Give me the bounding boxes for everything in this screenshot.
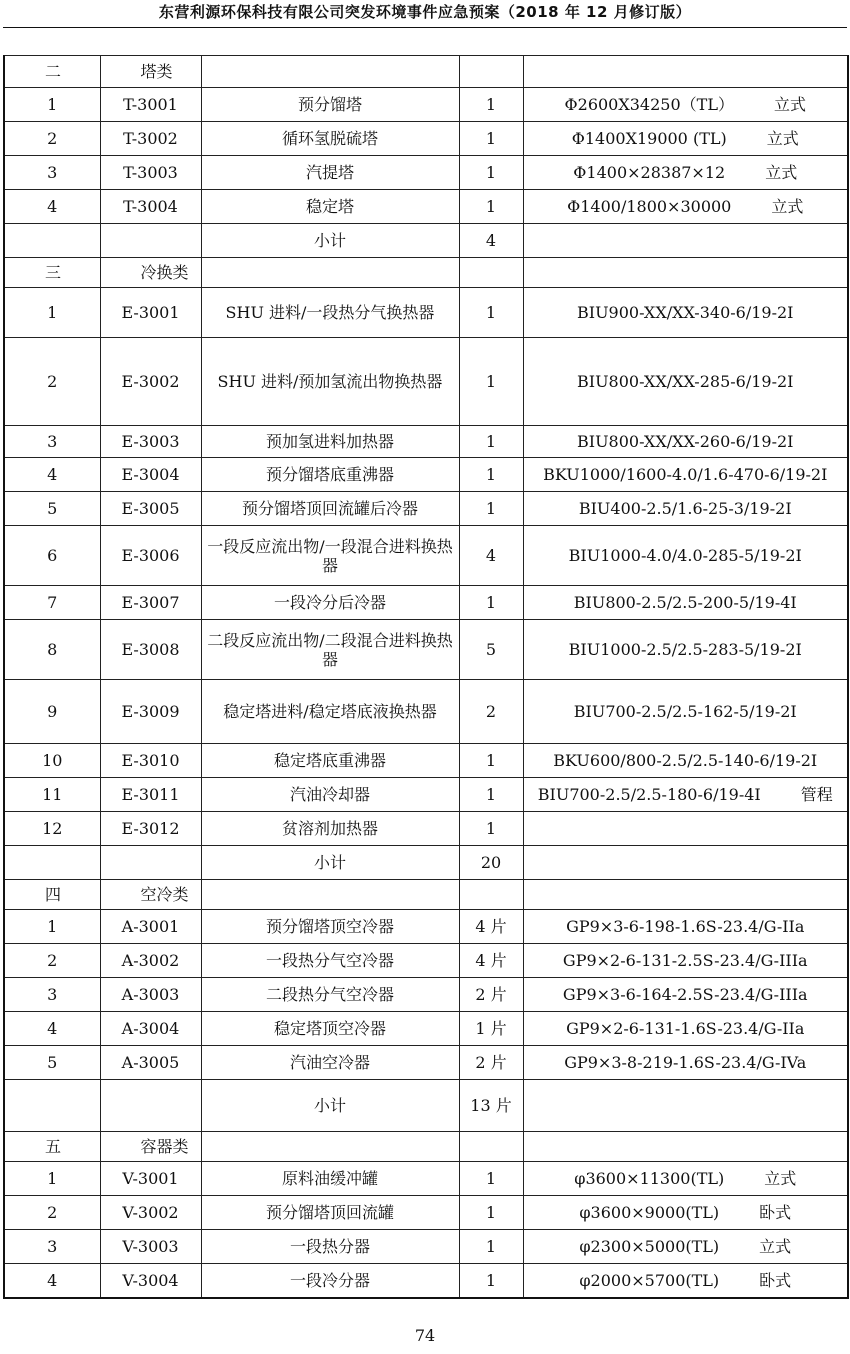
cell-equipment-code: E-3008 <box>100 620 201 680</box>
specification-text: Φ1400×28387×12 <box>573 163 726 182</box>
cell-specification <box>523 56 848 88</box>
cell-number: 4 <box>4 1264 100 1298</box>
cell-equipment-name: 预分馏塔顶回流罐 <box>201 1196 459 1230</box>
cell-number: 1 <box>4 88 100 122</box>
table-row <box>4 1046 848 1080</box>
cell-quantity: 1 <box>459 426 523 458</box>
table-row <box>4 944 848 978</box>
cell-equipment-code: A-3003 <box>100 978 201 1012</box>
specification-text: BIU700-2.5/2.5-162-5/19-2I <box>573 702 797 721</box>
cell-equipment-code <box>100 1080 201 1132</box>
cell-quantity: 1 <box>459 1264 523 1298</box>
cell-number: 5 <box>4 1046 100 1080</box>
cell-equipment-name: 一段热分器 <box>201 1230 459 1264</box>
cell-number: 3 <box>4 156 100 190</box>
cell-number <box>4 846 100 880</box>
cell-equipment-name: SHU 进料/预加氢流出物换热器 <box>201 338 459 426</box>
table-row <box>4 1264 848 1298</box>
equipment-table-body <box>4 56 848 1298</box>
cell-number: 10 <box>4 744 100 778</box>
orientation-note: 管程 <box>800 785 833 804</box>
cell-number: 4 <box>4 458 100 492</box>
cell-equipment-name: 稳定塔 <box>201 190 459 224</box>
specification-text: BIU800-XX/XX-285-6/19-2I <box>576 372 794 391</box>
table-row <box>4 744 848 778</box>
cell-specification <box>523 812 848 846</box>
specification-text: φ2000×5700(TL) <box>579 1270 720 1290</box>
cell-specification <box>523 1012 848 1046</box>
cell-equipment-code: 容器类 <box>100 1132 201 1162</box>
cell-quantity: 1 <box>459 492 523 526</box>
cell-equipment-code <box>100 224 201 258</box>
cell-quantity: 2 片 <box>459 1046 523 1080</box>
cell-equipment-code: 冷换类 <box>100 258 201 288</box>
table-row <box>4 156 848 190</box>
cell-specification <box>523 1230 848 1264</box>
equipment-table <box>3 55 849 1299</box>
specification-text: φ2300×5000(TL) <box>579 1237 720 1256</box>
cell-equipment-name: 稳定塔顶空冷器 <box>201 1012 459 1046</box>
cell-quantity: 1 <box>459 88 523 122</box>
specification-text: GP9×2-6-131-1.6S-23.4/G-IIa <box>566 1019 805 1038</box>
cell-specification <box>523 156 848 190</box>
cell-equipment-code: E-3001 <box>100 288 201 338</box>
cell-specification <box>523 778 848 812</box>
cell-quantity: 4 片 <box>459 910 523 944</box>
cell-equipment-code: A-3005 <box>100 1046 201 1080</box>
table-row <box>4 224 848 258</box>
cell-quantity: 1 <box>459 458 523 492</box>
cell-equipment-name: 二段热分气空冷器 <box>201 978 459 1012</box>
specification-text: BIU700-2.5/2.5-180-6/19-4I <box>537 785 761 804</box>
cell-quantity: 1 <box>459 288 523 338</box>
cell-specification <box>523 122 848 156</box>
orientation-note: 立式 <box>771 197 804 216</box>
cell-equipment-name: 汽油空冷器 <box>201 1046 459 1080</box>
cell-quantity: 1 <box>459 190 523 224</box>
header-divider <box>3 27 847 28</box>
orientation-note: 立式 <box>765 163 798 182</box>
cell-quantity: 1 片 <box>459 1012 523 1046</box>
cell-number: 9 <box>4 680 100 744</box>
cell-quantity: 1 <box>459 1162 523 1196</box>
cell-specification <box>523 1196 848 1230</box>
cell-number: 4 <box>4 190 100 224</box>
cell-specification <box>523 426 848 458</box>
cell-equipment-code: V-3001 <box>100 1162 201 1196</box>
cell-specification <box>523 458 848 492</box>
cell-equipment-code: E-3007 <box>100 586 201 620</box>
cell-specification <box>523 620 848 680</box>
cell-number: 2 <box>4 122 100 156</box>
cell-number: 1 <box>4 910 100 944</box>
cell-equipment-code: A-3001 <box>100 910 201 944</box>
cell-equipment-name: 汽提塔 <box>201 156 459 190</box>
cell-quantity: 1 <box>459 156 523 190</box>
cell-quantity: 1 <box>459 778 523 812</box>
cell-quantity: 20 <box>459 846 523 880</box>
cell-number: 二 <box>4 56 100 88</box>
cell-equipment-name: 一段热分气空冷器 <box>201 944 459 978</box>
cell-number: 11 <box>4 778 100 812</box>
cell-quantity: 1 <box>459 586 523 620</box>
specification-text: Φ1400/1800×30000 <box>567 197 732 216</box>
cell-equipment-name: 一段冷分后冷器 <box>201 586 459 620</box>
cell-equipment-code: E-3003 <box>100 426 201 458</box>
cell-equipment-name <box>201 1132 459 1162</box>
cell-equipment-name: 稳定塔进料/稳定塔底液换热器 <box>201 680 459 744</box>
cell-number <box>4 224 100 258</box>
cell-number: 6 <box>4 526 100 586</box>
cell-equipment-name: 汽油冷却器 <box>201 778 459 812</box>
cell-equipment-code: T-3001 <box>100 88 201 122</box>
cell-specification <box>523 526 848 586</box>
cell-quantity: 5 <box>459 620 523 680</box>
cell-specification <box>523 880 848 910</box>
cell-equipment-name: 预分馏塔底重沸器 <box>201 458 459 492</box>
table-row <box>4 778 848 812</box>
category-row <box>4 880 848 910</box>
table-row <box>4 1230 848 1264</box>
cell-quantity: 13 片 <box>459 1080 523 1132</box>
cell-number: 12 <box>4 812 100 846</box>
cell-equipment-code: E-3004 <box>100 458 201 492</box>
cell-equipment-code: E-3010 <box>100 744 201 778</box>
specification-text: φ3600×11300(TL) <box>574 1169 725 1188</box>
cell-quantity: 4 <box>459 526 523 586</box>
cell-equipment-code: E-3006 <box>100 526 201 586</box>
table-row <box>4 88 848 122</box>
cell-specification <box>523 492 848 526</box>
table-row <box>4 586 848 620</box>
cell-equipment-name: 原料油缓冲罐 <box>201 1162 459 1196</box>
cell-specification <box>523 744 848 778</box>
cell-equipment-code: V-3002 <box>100 1196 201 1230</box>
table-row <box>4 190 848 224</box>
cell-equipment-code: E-3012 <box>100 812 201 846</box>
cell-equipment-name: 预加氢进料加热器 <box>201 426 459 458</box>
cell-quantity: 2 <box>459 680 523 744</box>
specification-text: Φ1400X19000 (TL) <box>571 129 727 148</box>
cell-number: 1 <box>4 288 100 338</box>
table-row <box>4 978 848 1012</box>
specification-text: Φ2600X34250（TL） <box>564 95 734 114</box>
cell-equipment-name: 贫溶剂加热器 <box>201 812 459 846</box>
cell-specification <box>523 190 848 224</box>
cell-equipment-code: E-3005 <box>100 492 201 526</box>
cell-equipment-name: 一段反应流出物/一段混合进料换热器 <box>201 526 459 586</box>
table-row <box>4 620 848 680</box>
cell-equipment-name <box>201 56 459 88</box>
cell-equipment-name: SHU 进料/一段热分气换热器 <box>201 288 459 338</box>
cell-specification <box>523 1264 848 1298</box>
cell-quantity <box>459 1132 523 1162</box>
cell-number: 7 <box>4 586 100 620</box>
orientation-note: 立式 <box>773 95 806 114</box>
table-row <box>4 492 848 526</box>
cell-equipment-name: 循环氢脱硫塔 <box>201 122 459 156</box>
specification-text: BIU900-XX/XX-340-6/19-2I <box>576 303 794 322</box>
cell-number: 五 <box>4 1132 100 1162</box>
specification-text: GP9×3-6-198-1.6S-23.4/G-IIa <box>566 917 805 936</box>
specification-text: GP9×3-8-219-1.6S-23.4/G-IVa <box>564 1053 807 1072</box>
cell-quantity: 4 片 <box>459 944 523 978</box>
cell-number: 2 <box>4 1196 100 1230</box>
cell-equipment-code <box>100 846 201 880</box>
specification-text: BIU800-2.5/2.5-200-5/19-4I <box>573 593 797 612</box>
table-row <box>4 288 848 338</box>
cell-specification <box>523 224 848 258</box>
cell-number <box>4 1080 100 1132</box>
cell-quantity: 2 片 <box>459 978 523 1012</box>
cell-equipment-name: 小计 <box>201 1080 459 1132</box>
cell-equipment-code: E-3011 <box>100 778 201 812</box>
specification-text: GP9×2-6-131-2.5S-23.4/G-IIIa <box>562 951 808 970</box>
cell-specification <box>523 846 848 880</box>
cell-quantity: 1 <box>459 744 523 778</box>
cell-quantity: 1 <box>459 1196 523 1230</box>
cell-number: 2 <box>4 944 100 978</box>
cell-quantity <box>459 56 523 88</box>
cell-specification <box>523 88 848 122</box>
cell-equipment-name: 预分馏塔顶回流罐后冷器 <box>201 492 459 526</box>
specification-text: BIU1000-2.5/2.5-283-5/19-2I <box>568 640 802 659</box>
specification-text: BKU600/800-2.5/2.5-140-6/19-2I <box>553 751 818 770</box>
cell-specification <box>523 288 848 338</box>
cell-equipment-code: 塔类 <box>100 56 201 88</box>
cell-specification <box>523 338 848 426</box>
cell-number: 4 <box>4 1012 100 1046</box>
cell-equipment-code: A-3004 <box>100 1012 201 1046</box>
cell-specification <box>523 978 848 1012</box>
specification-text: GP9×3-6-164-2.5S-23.4/G-IIIa <box>562 985 808 1004</box>
cell-specification <box>523 680 848 744</box>
cell-equipment-name: 一段冷分器 <box>201 1264 459 1298</box>
cell-quantity: 1 <box>459 122 523 156</box>
cell-specification <box>523 1162 848 1196</box>
orientation-note: 卧式 <box>759 1203 792 1222</box>
table-row <box>4 1080 848 1132</box>
cell-equipment-code: E-3009 <box>100 680 201 744</box>
cell-equipment-code: V-3004 <box>100 1264 201 1298</box>
cell-specification <box>523 258 848 288</box>
table-row <box>4 1162 848 1196</box>
table-row <box>4 910 848 944</box>
cell-equipment-code: V-3003 <box>100 1230 201 1264</box>
cell-number: 3 <box>4 978 100 1012</box>
orientation-note: 立式 <box>759 1237 792 1256</box>
specification-text: BIU400-2.5/1.6-25-3/19-2I <box>578 499 792 518</box>
cell-specification <box>523 1132 848 1162</box>
specification-text: φ3600×9000(TL) <box>579 1203 720 1222</box>
orientation-note: 卧式 <box>759 1270 792 1290</box>
cell-number: 8 <box>4 620 100 680</box>
cell-specification <box>523 944 848 978</box>
table-row <box>4 338 848 426</box>
cell-quantity: 1 <box>459 338 523 426</box>
table-row <box>4 426 848 458</box>
table-row <box>4 680 848 744</box>
category-row <box>4 56 848 88</box>
cell-quantity: 4 <box>459 224 523 258</box>
cell-number: 3 <box>4 426 100 458</box>
cell-equipment-name: 预分馏塔 <box>201 88 459 122</box>
cell-specification <box>523 586 848 620</box>
cell-equipment-name: 小计 <box>201 846 459 880</box>
cell-specification <box>523 1080 848 1132</box>
specification-text: BKU1000/1600-4.0/1.6-470-6/19-2I <box>543 465 828 484</box>
cell-equipment-code: T-3003 <box>100 156 201 190</box>
cell-equipment-name: 二段反应流出物/二段混合进料换热器 <box>201 620 459 680</box>
cell-quantity <box>459 258 523 288</box>
category-row <box>4 258 848 288</box>
cell-equipment-code: E-3002 <box>100 338 201 426</box>
cell-specification <box>523 910 848 944</box>
cell-number: 1 <box>4 1162 100 1196</box>
cell-equipment-code: 空冷类 <box>100 880 201 910</box>
cell-equipment-name <box>201 258 459 288</box>
category-row <box>4 1132 848 1162</box>
cell-quantity: 1 <box>459 1230 523 1264</box>
table-row <box>4 812 848 846</box>
cell-equipment-code: T-3002 <box>100 122 201 156</box>
cell-equipment-name <box>201 880 459 910</box>
cell-equipment-name: 预分馏塔顶空冷器 <box>201 910 459 944</box>
cell-equipment-name: 稳定塔底重沸器 <box>201 744 459 778</box>
table-row <box>4 846 848 880</box>
cell-quantity: 1 <box>459 812 523 846</box>
table-row <box>4 1196 848 1230</box>
table-row <box>4 526 848 586</box>
cell-number: 四 <box>4 880 100 910</box>
cell-quantity <box>459 880 523 910</box>
specification-text: BIU800-XX/XX-260-6/19-2I <box>576 432 794 451</box>
specification-text: BIU1000-4.0/4.0-285-5/19-2I <box>568 546 802 565</box>
cell-equipment-code: A-3002 <box>100 944 201 978</box>
table-row <box>4 122 848 156</box>
table-row <box>4 1012 848 1046</box>
cell-number: 2 <box>4 338 100 426</box>
cell-equipment-name: 小计 <box>201 224 459 258</box>
cell-number: 三 <box>4 258 100 288</box>
orientation-note: 立式 <box>766 129 799 148</box>
orientation-note: 立式 <box>764 1169 797 1188</box>
cell-specification <box>523 1046 848 1080</box>
page-number: 74 <box>414 1326 436 1345</box>
table-row <box>4 458 848 492</box>
cell-number: 3 <box>4 1230 100 1264</box>
cell-equipment-code: T-3004 <box>100 190 201 224</box>
cell-number: 5 <box>4 492 100 526</box>
document-header: 东营利源环保科技有限公司突发环境事件应急预案（2018 年 12 月修订版） <box>158 3 692 21</box>
